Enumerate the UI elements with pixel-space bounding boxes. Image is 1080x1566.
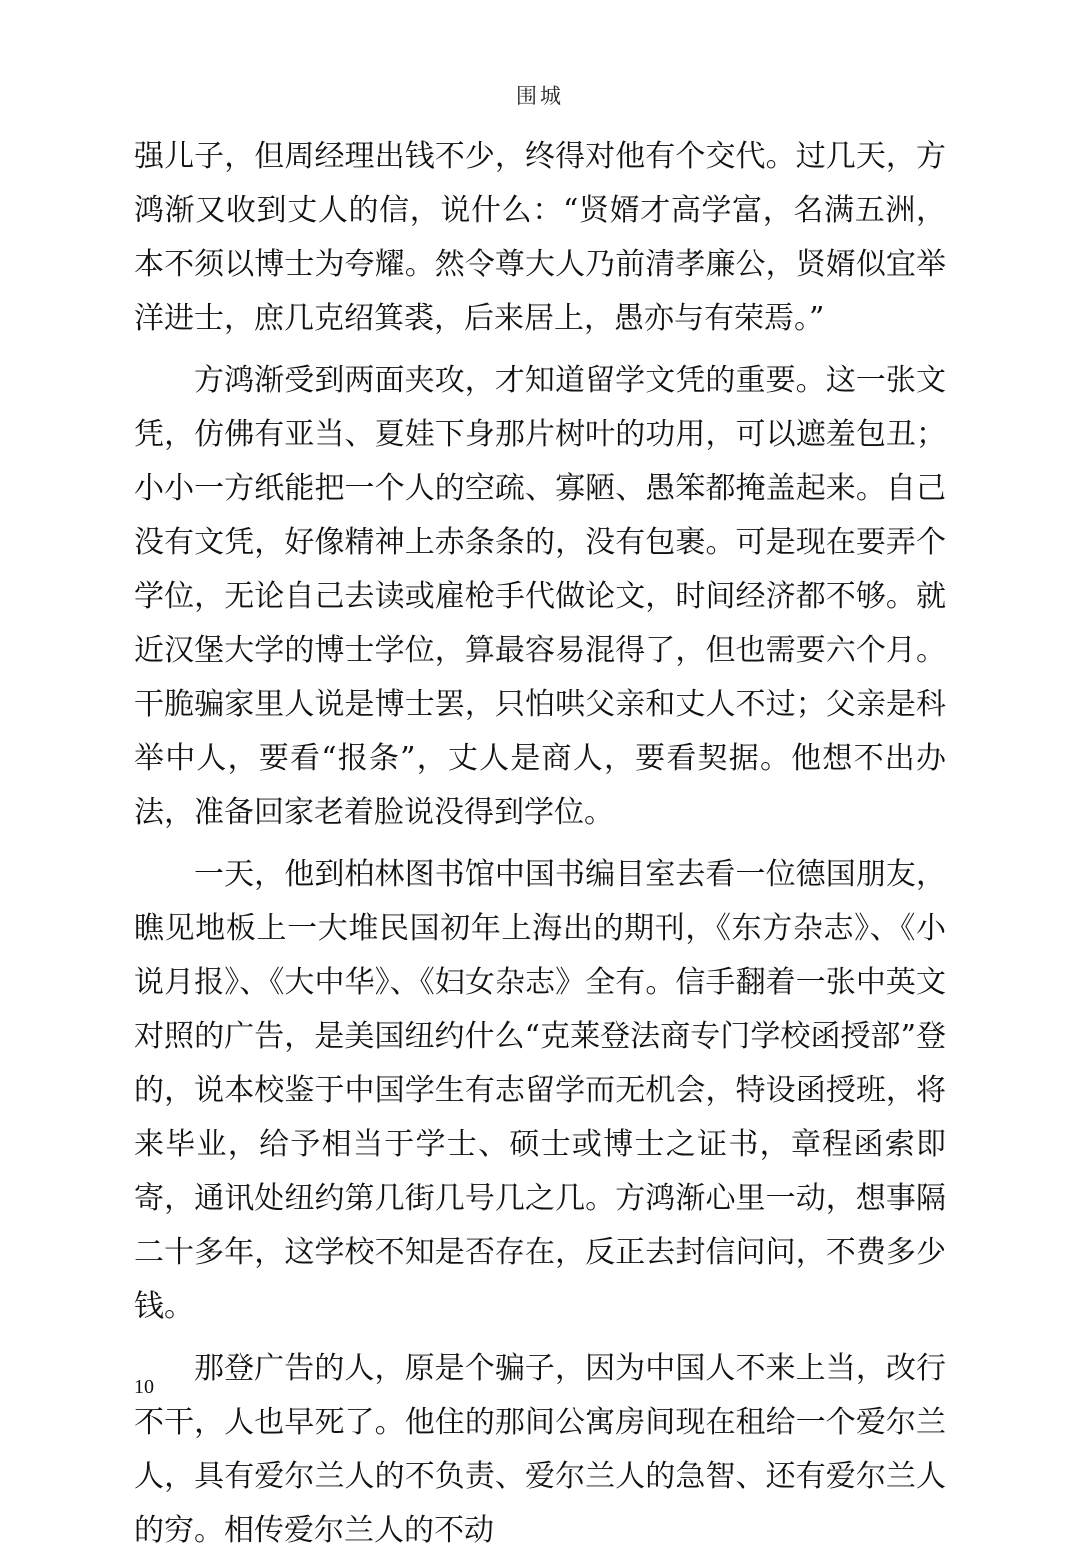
body-text: [134, 130, 946, 1566]
paragraph-1: 强儿子，但周经理出钱不少，终得对他有个交代。过几天，方鸿渐又收到丈人的信，说什么：“贤婿才高学富，名满五洲，本不须以博士为夸耀。然令尊大人乃前清孝廉公，贤婿似宜举洋进士，庶几克绍箕裘，后来居上，愚亦与有荣焉。”: [134, 139, 946, 336]
paragraph-2: 方鸿渐受到两面夹攻，才知道留学文凭的重要。这一张文凭，仿佛有亚当、夏娃下身那片树叶的功用，可以遮羞包丑；小小一方纸能把一个人的空疏、寡陋、愚笨都掩盖起来。自己没有文凭，好像精神上赤条条的，没有包裹。可是现在要弄个学位，无论自己去读或雇枪手代做论文，时间经济都不够。就近汉堡大学的博士学位，算最容易混得了，但也需要六个月。干脆骗家里人说是博士罢，只怕哄父亲和丈人不过；父亲是科举中人，要看“报条”，丈人是商人，要看契据。他想不出办法，准备回家老着脸说没得到学位。: [134, 363, 946, 830]
paragraph-4: 那登广告的人，原是个骗子，因为中国人不来上当，改行不干，人也早死了。他住的那间公寓房间现在租给一个爱尔兰人，具有爱尔兰人的不负责、爱尔兰人的急智、还有爱尔兰人的穷。相传爱尔兰人的不动: [134, 1351, 946, 1548]
page-number: 10: [134, 1376, 154, 1398]
paragraph-3: 一天，他到柏林图书馆中国书编目室去看一位德国朋友，瞧见地板上一大堆民国初年上海出的期刊，《东方杂志》、《小说月报》、《大中华》、《妇女杂志》全有。信手翻着一张中英文对照的广告，是美国纽约什么“克莱登法商专门学校函授部”登的，说本校鉴于中国学生有志留学而无机会，特设函授班，将来毕业，给予相当于学士、硕士或博士之证书，章程函索即寄，通讯处纽约第几街几号几之几。方鸿渐心里一动，想事隔二十多年，这学校不知是否存在，反正去封信问问，不费多少钱。: [134, 857, 946, 1324]
running-header: 围城: [516, 84, 564, 108]
